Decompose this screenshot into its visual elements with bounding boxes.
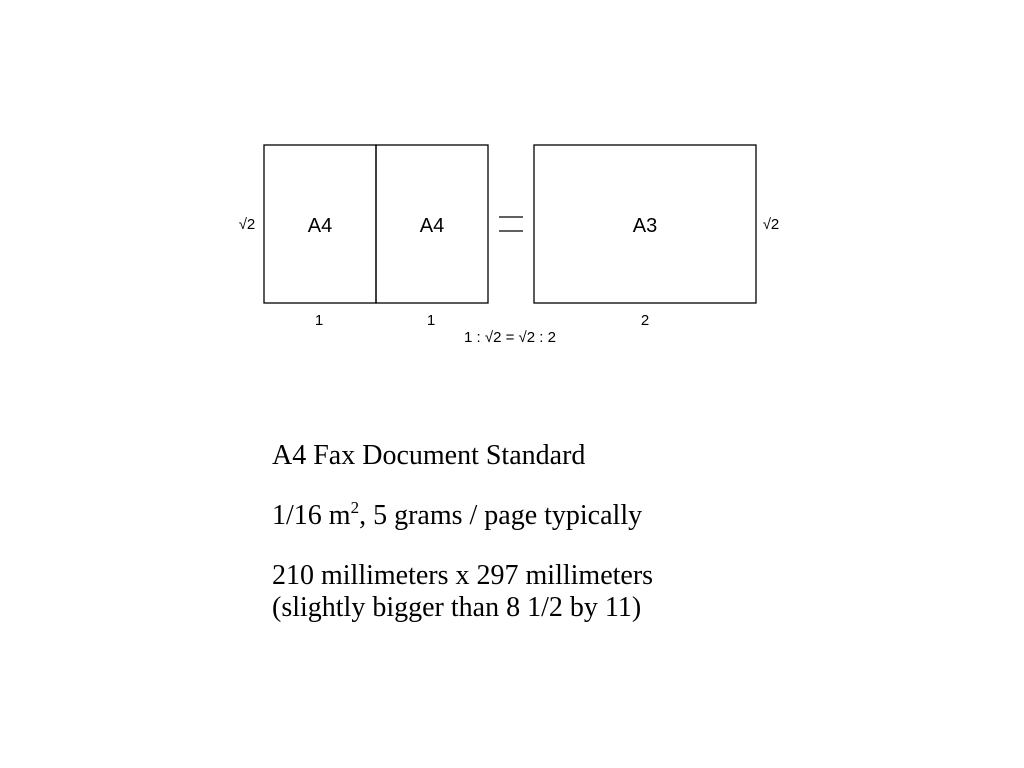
right-height-label: √2	[762, 216, 780, 233]
caption-size-line-1: 210 millimeters x 297 millimeters	[272, 560, 654, 591]
caption-block	[272, 440, 972, 624]
area-exponent: 2	[350, 498, 360, 517]
caption-size-line-2: (slightly bigger than 8 1/2 by 11)	[272, 592, 642, 623]
caption-area-line	[272, 500, 972, 532]
a4-label-left: A4	[307, 215, 333, 237]
width-label-a4-right: 1	[426, 312, 436, 329]
a4-label-right: A4	[419, 215, 445, 237]
caption-title: A4 Fax Document Standard	[272, 440, 586, 471]
ratio-equation: 1 : √2 = √2 : 2	[464, 329, 556, 346]
width-label-a3: 2	[640, 312, 650, 329]
area-suffix: , 5 grams / page typically	[359, 500, 643, 531]
a3-label: A3	[632, 215, 658, 237]
area-prefix: 1/16 m	[272, 500, 351, 531]
width-label-a4-left: 1	[314, 312, 324, 329]
left-height-label: √2	[238, 216, 256, 233]
